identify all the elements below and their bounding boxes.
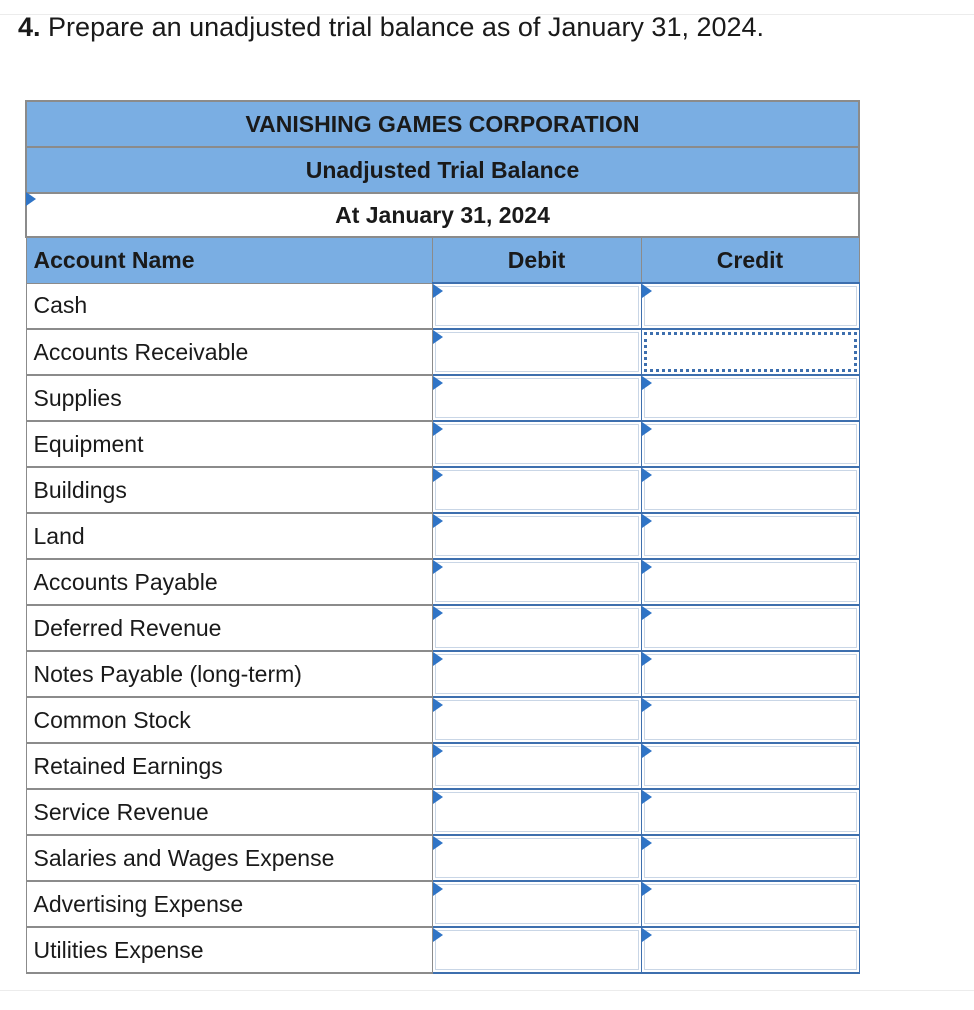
dropdown-marker-icon (433, 882, 443, 896)
credit-input[interactable] (644, 608, 857, 648)
debit-cell (432, 651, 641, 697)
credit-input[interactable] (644, 562, 857, 602)
debit-cell (432, 605, 641, 651)
credit-cell (641, 789, 859, 835)
account-name-header: Account Name (26, 237, 432, 283)
dropdown-marker-icon (433, 836, 443, 850)
account-name: Advertising Expense (26, 881, 432, 927)
account-rows (26, 283, 859, 973)
debit-cell (432, 835, 641, 881)
credit-input[interactable] (644, 884, 857, 924)
dropdown-marker-icon (433, 376, 443, 390)
credit-header: Credit (641, 237, 859, 283)
credit-input[interactable] (644, 286, 857, 326)
debit-cell (432, 697, 641, 743)
account-name: Service Revenue (26, 789, 432, 835)
dropdown-marker-icon (642, 836, 652, 850)
credit-cell (641, 651, 859, 697)
account-name: Cash (26, 283, 432, 329)
account-name: Accounts Payable (26, 559, 432, 605)
dropdown-marker-icon (433, 560, 443, 574)
credit-cell (641, 927, 859, 973)
table-row (26, 881, 859, 927)
credit-cell (641, 559, 859, 605)
account-name: Utilities Expense (26, 927, 432, 973)
table-row (26, 927, 859, 973)
question-text: Prepare an unadjusted trial balance as of January 31, 2024. (48, 12, 765, 42)
table-row (26, 651, 859, 697)
debit-cell (432, 881, 641, 927)
credit-cell (641, 513, 859, 559)
credit-cell (641, 375, 859, 421)
dropdown-marker-icon (433, 468, 443, 482)
debit-input[interactable] (435, 838, 639, 878)
dropdown-marker-icon (642, 514, 652, 528)
company-name: VANISHING GAMES CORPORATION (26, 101, 859, 147)
debit-cell (432, 789, 641, 835)
credit-input[interactable] (644, 792, 857, 832)
credit-input[interactable] (644, 424, 857, 464)
credit-input[interactable] (644, 700, 857, 740)
dropdown-marker-icon (642, 284, 652, 298)
table-row (26, 789, 859, 835)
statement-title: Unadjusted Trial Balance (26, 147, 859, 193)
debit-input[interactable] (435, 792, 639, 832)
dropdown-marker-icon (642, 560, 652, 574)
dropdown-marker-icon (433, 744, 443, 758)
account-name: Equipment (26, 421, 432, 467)
credit-input[interactable] (644, 516, 857, 556)
credit-input[interactable] (644, 378, 857, 418)
dropdown-marker-icon (642, 790, 652, 804)
dropdown-marker-icon (642, 606, 652, 620)
debit-cell (432, 467, 641, 513)
credit-input[interactable] (644, 470, 857, 510)
trial-balance-table (25, 100, 860, 974)
dropdown-marker-icon (26, 192, 36, 206)
credit-input[interactable] (644, 930, 857, 970)
debit-input[interactable] (435, 516, 639, 556)
dropdown-marker-icon (642, 698, 652, 712)
dropdown-marker-icon (642, 422, 652, 436)
dropdown-marker-icon (433, 790, 443, 804)
credit-input[interactable] (644, 654, 857, 694)
dropdown-marker-icon (642, 376, 652, 390)
debit-input[interactable] (435, 424, 639, 464)
credit-cell (641, 605, 859, 651)
dropdown-marker-icon (433, 698, 443, 712)
debit-cell (432, 283, 641, 329)
dropdown-marker-icon (433, 422, 443, 436)
credit-cell (641, 421, 859, 467)
credit-cell (641, 835, 859, 881)
debit-input[interactable] (435, 286, 639, 326)
debit-cell (432, 375, 641, 421)
account-name: Buildings (26, 467, 432, 513)
credit-cell (641, 283, 859, 329)
statement-date: At January 31, 2024 (335, 201, 550, 228)
credit-input[interactable] (644, 838, 857, 878)
dropdown-marker-icon (642, 744, 652, 758)
account-name: Deferred Revenue (26, 605, 432, 651)
credit-cell (641, 467, 859, 513)
debit-cell (432, 513, 641, 559)
table-row (26, 329, 859, 375)
dropdown-marker-icon (433, 330, 443, 344)
dropdown-marker-icon (433, 652, 443, 666)
dropdown-marker-icon (433, 284, 443, 298)
credit-cell (641, 697, 859, 743)
table-row (26, 559, 859, 605)
credit-cell (641, 743, 859, 789)
credit-input[interactable] (644, 332, 857, 372)
debit-cell (432, 329, 641, 375)
debit-cell (432, 743, 641, 789)
debit-input[interactable] (435, 700, 639, 740)
debit-input[interactable] (435, 470, 639, 510)
account-name: Supplies (26, 375, 432, 421)
credit-cell (641, 881, 859, 927)
credit-input[interactable] (644, 746, 857, 786)
debit-input[interactable] (435, 608, 639, 648)
table-row (26, 283, 859, 329)
table-row (26, 835, 859, 881)
dropdown-marker-icon (433, 928, 443, 942)
debit-input[interactable] (435, 378, 639, 418)
debit-input[interactable] (435, 562, 639, 602)
account-name: Salaries and Wages Expense (26, 835, 432, 881)
question-number: 4. (18, 12, 41, 42)
debit-cell (432, 927, 641, 973)
dropdown-marker-icon (642, 652, 652, 666)
dropdown-marker-icon (642, 882, 652, 896)
credit-cell (641, 329, 859, 375)
dropdown-marker-icon (642, 928, 652, 942)
debit-input[interactable] (435, 332, 639, 372)
dropdown-marker-icon (433, 514, 443, 528)
bottom-divider (0, 990, 974, 991)
debit-cell (432, 559, 641, 605)
account-name: Common Stock (26, 697, 432, 743)
table-row (26, 467, 859, 513)
debit-input[interactable] (435, 654, 639, 694)
table-row (26, 375, 859, 421)
debit-input[interactable] (435, 884, 639, 924)
account-name: Retained Earnings (26, 743, 432, 789)
account-name: Land (26, 513, 432, 559)
debit-input[interactable] (435, 746, 639, 786)
table-row (26, 513, 859, 559)
account-name: Notes Payable (long-term) (26, 651, 432, 697)
statement-date-cell[interactable] (26, 193, 859, 237)
debit-header: Debit (432, 237, 641, 283)
table-row (26, 743, 859, 789)
dropdown-marker-icon (433, 606, 443, 620)
table-row (26, 421, 859, 467)
account-name: Accounts Receivable (26, 329, 432, 375)
table-row (26, 605, 859, 651)
question-prompt (18, 9, 764, 45)
table-row (26, 697, 859, 743)
dropdown-marker-icon (642, 468, 652, 482)
debit-cell (432, 421, 641, 467)
debit-input[interactable] (435, 930, 639, 970)
